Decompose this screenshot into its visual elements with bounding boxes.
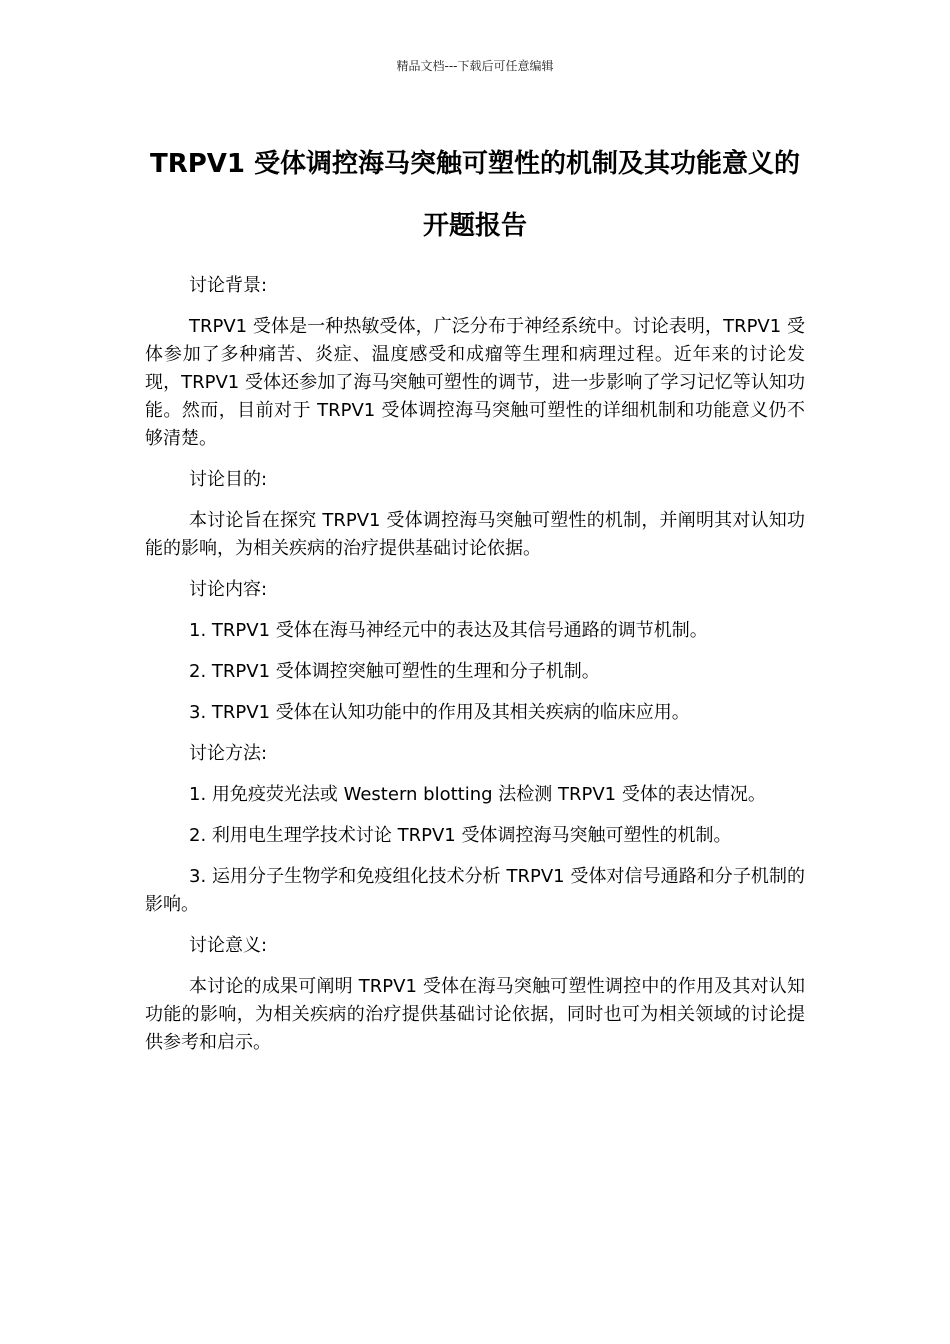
- paragraph-background: TRPV1 受体是一种热敏受体，广泛分布于神经系统中。讨论表明，TRPV1 受体参加了多种痛苦、炎症、温度感受和成瘤等生理和病理过程。近年来的讨论发现，TRPV1 受体还参加了海马突触可塑性的调节，进一步影响了学习记忆等认知功能。然而，目前对于 TRPV1 受体调控海马突触可塑性的详细机制和功能意义仍不够清楚。: [145, 316, 805, 449]
- section-heading-methods: 讨论方法:: [189, 743, 268, 764]
- content-item-1: 1. TRPV1 受体在海马神经元中的表达及其信号通路的调节机制。: [189, 620, 708, 641]
- header-note: 精品文档---下载后可任意编辑: [396, 59, 554, 73]
- section-heading-purpose: 讨论目的:: [189, 469, 268, 490]
- paragraph-significance: 本讨论的成果可阐明 TRPV1 受体在海马突触可塑性调控中的作用及其对认知功能的影响，为相关疾病的治疗提供基础讨论依据，同时也可为相关领域的讨论提供参考和启示。: [145, 976, 805, 1053]
- section-heading-background: 讨论背景:: [189, 275, 268, 296]
- section-heading-significance: 讨论意义:: [189, 935, 268, 956]
- method-item-3: 3. 运用分子生物学和免疫组化技术分析 TRPV1 受体对信号通路和分子机制的影响。: [145, 866, 805, 915]
- document-body: [145, 272, 805, 1070]
- content-item-2: 2. TRPV1 受体调控突触可塑性的生理和分子机制。: [189, 661, 600, 682]
- content-item-3: 3. TRPV1 受体在认知功能中的作用及其相关疾病的临床应用。: [189, 702, 690, 723]
- paragraph-purpose: 本讨论旨在探究 TRPV1 受体调控海马突触可塑性的机制，并阐明其对认知功能的影响，为相关疾病的治疗提供基础讨论依据。: [145, 510, 805, 559]
- method-item-2: 2. 利用电生理学技术讨论 TRPV1 受体调控海马突触可塑性的机制。: [189, 825, 732, 846]
- document-title: TRPV1 受体调控海马突触可塑性的机制及其功能意义的开题报告: [149, 149, 801, 241]
- method-item-1: 1. 用免疫荧光法或 Western blotting 法检测 TRPV1 受体的表达情况。: [189, 784, 766, 805]
- section-heading-content: 讨论内容:: [189, 579, 268, 600]
